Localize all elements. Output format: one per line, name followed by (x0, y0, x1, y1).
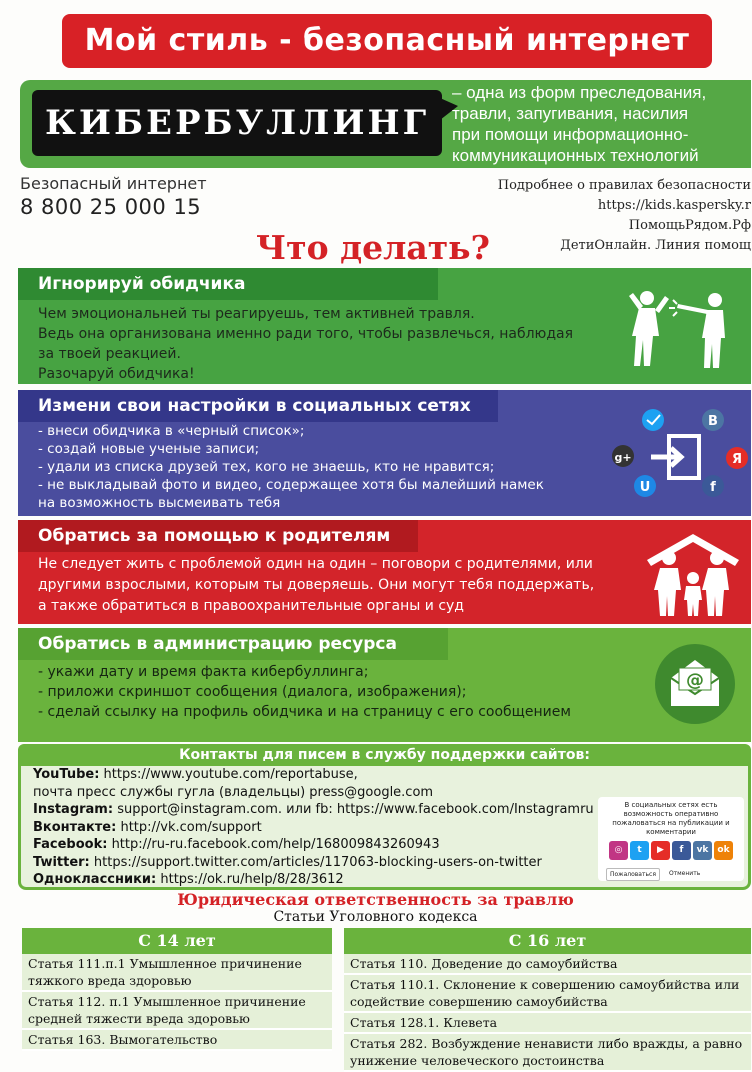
panel-contact-admin (18, 628, 751, 742)
panel-line: а также обратиться в правоохранительные органы и суд (38, 598, 464, 614)
page-title: Мой стиль - безопасный интернет (62, 14, 712, 68)
contact-value: http://vk.com/support (116, 819, 262, 835)
panel-title: Обратись за помощью к родителям (18, 520, 418, 552)
contact-value: почта пресс службы гугла (владельцы) press@google.com (33, 784, 434, 800)
contact-youtube[interactable] (33, 766, 748, 784)
u-letter: U (639, 480, 651, 495)
panel-ask-parents (18, 520, 751, 624)
more-info-link[interactable]: ДетиОнлайн. Линия помощ (560, 238, 751, 253)
panel-title: Измени свои настройки в социальных сетях (18, 390, 498, 422)
bullying-figures-icon (617, 286, 737, 372)
more-info-title: Подробнее о правилах безопасности (497, 178, 751, 193)
panel-line: Чем эмоциональней ты реагируешь, тем активней травля. (38, 306, 475, 322)
contacts-title: Контакты для писем в службу поддержки сайтов: (18, 744, 751, 766)
panel-line: - внеси обидчика в «черный список»; (38, 423, 305, 439)
law-item: Статья 110.1. Склонение к совершению самоубийства или содействие совершению самоубийства (344, 975, 751, 1013)
contact-label: Одноклассники: (33, 872, 157, 887)
definition (452, 82, 752, 166)
instagram-icon[interactable]: ◎ (609, 841, 628, 860)
hero-banner (20, 80, 751, 168)
law-column-14 (22, 928, 332, 1051)
contact-value: https://ok.ru/help/8/28/3612 (156, 872, 344, 887)
vk-letter: B (708, 414, 718, 429)
definition-line: травли, запугивания, насилия (452, 104, 689, 123)
cyberbullying-badge: КИБЕРБУЛЛИНГ (32, 90, 442, 156)
contact-label: YouTube: (33, 767, 100, 782)
law-item: Статья 128.1. Клевета (344, 1013, 751, 1034)
panel-body (18, 660, 751, 722)
support-contacts (18, 744, 751, 890)
social-exit-icon (609, 402, 749, 506)
definition-line: коммуникационных технологий (452, 146, 699, 165)
panel-line: - не выкладывай фото и видео, содержащее хотя бы малейший намек (38, 477, 544, 493)
law-item: Статья 112. п.1 Умышленное причинение средней тяжести вреда здоровью (22, 992, 332, 1030)
more-info (480, 176, 751, 256)
legal-title: Юридическая ответственность за травлю (177, 890, 574, 909)
law-column-heading: С 16 лет (344, 928, 751, 954)
section-heading: Что делать? (256, 228, 490, 267)
panel-line: на возможность высмеивать тебя (38, 495, 281, 511)
contact-value: https://support.twitter.com/articles/117063-blocking-users-on-twitter (89, 854, 542, 870)
social-icons (598, 841, 744, 860)
contact-value: https://www.youtube.com/reportabuse, (99, 767, 358, 782)
hotline-phone[interactable]: 8 800 25 000 15 (20, 195, 202, 219)
panel-line: за твоей реакцией. (38, 346, 181, 362)
panel-line: - сделай ссылку на профиль обидчика и на страницу с его сообщением (38, 704, 571, 720)
contact-label: Facebook: (33, 837, 108, 852)
law-item: Статья 110. Доведение до самоубийства (344, 954, 751, 975)
hotline-label: Безопасный интернет (20, 174, 207, 193)
panel-line: Не следует жить с проблемой один на один – поговори с родителями, или (38, 556, 593, 572)
gplus-letter: g+ (614, 451, 632, 464)
panel-ignore-bully (18, 268, 751, 384)
odnoklassniki-icon[interactable]: ok (714, 841, 733, 860)
social-report-box (598, 797, 744, 881)
at-sign: @ (686, 670, 704, 691)
social-actions (606, 868, 744, 881)
family-icon (641, 530, 745, 618)
contact-label: Вконтакте: (33, 819, 117, 835)
panel-line: - приложи скриншот сообщения (диалога, изображения); (38, 684, 467, 700)
law-column-heading: С 14 лет (22, 928, 332, 954)
law-item: Статья 163. Вымогательство (22, 1030, 332, 1051)
legal-subtitle: Статьи Уголовного кодекса (273, 909, 478, 925)
contact-value: support@instagram.com. или fb: https://www.facebook.com/Instagramru (113, 802, 594, 817)
youtube-icon[interactable]: ▶ (651, 841, 670, 860)
email-icon (653, 642, 737, 726)
yandex-letter: Я (731, 452, 743, 467)
law-item: Статья 282. Возбуждение ненависти либо вражды, а равно унижение человеческого достоинства (344, 1034, 751, 1072)
panel-line: Разочаруй обидчика! (38, 366, 195, 382)
law-item: Статья 111.п.1 Умышленное причинение тяжкого вреда здоровью (22, 954, 332, 992)
more-info-link[interactable]: https://kids.kaspersky.r (597, 198, 751, 213)
definition-line: – одна из форм преследования, (452, 83, 707, 102)
panel-line: - создай новые ученые записи; (38, 441, 260, 457)
panel-change-settings (18, 390, 751, 516)
definition-line: при помощи информационно- (452, 125, 689, 144)
contact-label: Instagram: (33, 802, 114, 817)
law-column-16 (344, 928, 751, 1072)
social-report-text: В социальных сетях есть возможность оперативно пожаловаться на публикации и комментарии (612, 801, 730, 836)
panel-line: Ведь она организована именно ради того, чтобы развлечься, наблюдая (38, 326, 574, 342)
facebook-icon[interactable]: f (672, 841, 691, 860)
contact-label: Twitter: (33, 854, 90, 870)
report-button[interactable]: Пожаловаться (606, 868, 660, 881)
panel-title: Игнорируй обидчика (18, 268, 438, 300)
panel-line: - удали из списка друзей тех, кого не знаешь, кто не нравится; (38, 459, 495, 475)
panel-line: - укажи дату и время факта кибербуллинга; (38, 664, 369, 680)
more-info-link[interactable]: ПомощьРядом.Рф (628, 218, 751, 233)
hotline (20, 174, 240, 219)
vk-icon[interactable]: vk (693, 841, 712, 860)
fb-letter: f (710, 480, 716, 495)
panel-line: другими взрослыми, которым ты доверяешь. Они могут тебя поддержать, (38, 577, 595, 593)
cancel-button[interactable]: Отменить (668, 870, 701, 877)
twitter-icon[interactable]: t (630, 841, 649, 860)
contact-value: http://ru-ru.facebook.com/help/168009843260943 (107, 837, 440, 852)
panel-title: Обратись в администрацию ресурса (18, 628, 448, 660)
